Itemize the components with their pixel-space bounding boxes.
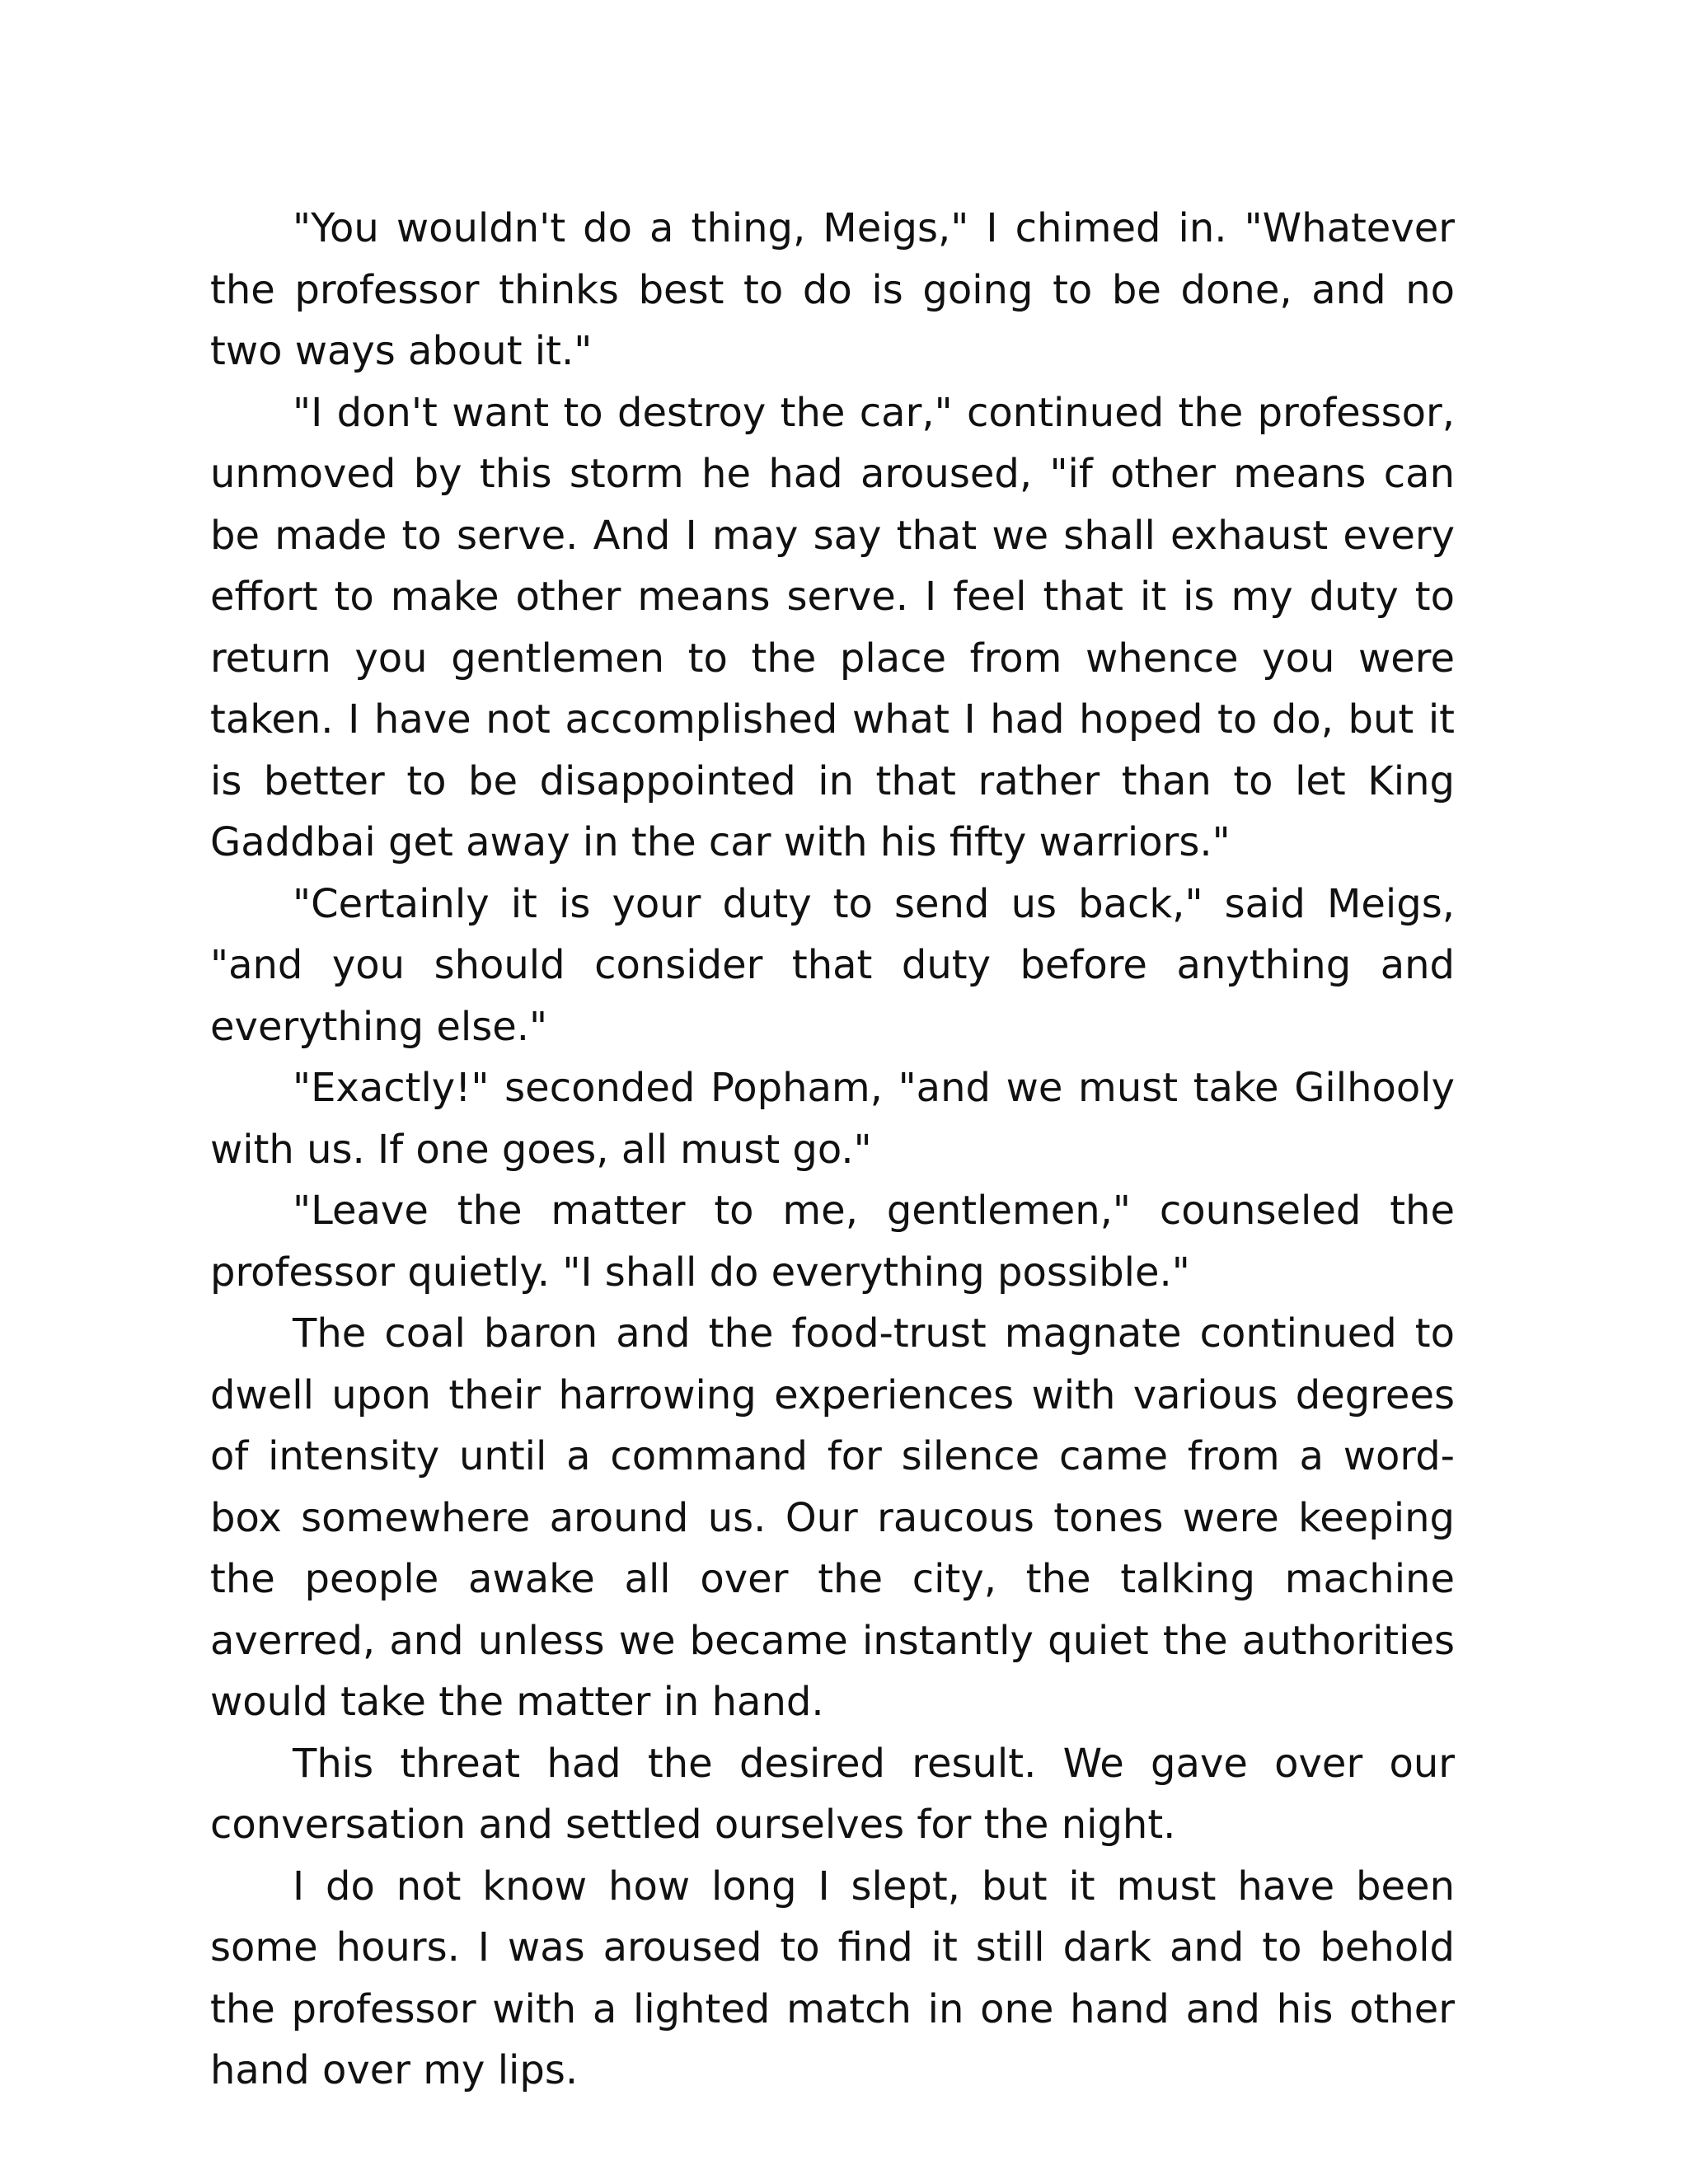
paragraph: I do not know how long I slept, but it must have been some hours. I was aroused to find it still dark and to behold the professor with a lighted match in one hand and his other hand over my lips.	[210, 1863, 1455, 2093]
paragraph: "I don't want to destroy the car," continued the professor, unmoved by this storm he had aroused, "if other means can be made to serve. And I may say that we shall exhaust every effort to make other means serve. I feel that it is my duty to return you gentlemen to the place from whence you were taken. I have not accomplished what I had hoped to do, but it is better to be disappointed in that rather than to let King Gaddbai get away in the car with his fifty warriors."	[210, 389, 1455, 865]
paragraph: This threat had the desired result. We gave over our conversation and settled ourselves for the night.	[210, 1740, 1455, 1848]
paragraph: The coal baron and the food-trust magnate continued to dwell upon their harrowing experiences with various degrees of intensity until a command for silence came from a word-box somewhere around us. Our raucous tones were keeping the people awake all over the city, the talking machine averred, and unless we became instantly quiet the authorities would take the matter in hand.	[210, 1310, 1455, 1725]
paragraph: "Leave the matter to me, gentlemen," counseled the professor quietly. "I shall do everything possible."	[210, 1188, 1455, 1296]
paragraph: "Certainly it is your duty to send us back," said Meigs, "and you should consider that duty before anything and everything else."	[210, 880, 1455, 1050]
document-page	[210, 198, 1455, 2102]
paragraph: "Exactly!" seconded Popham, "and we must take Gilhooly with us. If one goes, all must go."	[210, 1065, 1455, 1173]
paragraph: "You wouldn't do a thing, Meigs," I chimed in. "Whatever the professor thinks best to do is going to be done, and no two ways about it."	[210, 205, 1455, 374]
